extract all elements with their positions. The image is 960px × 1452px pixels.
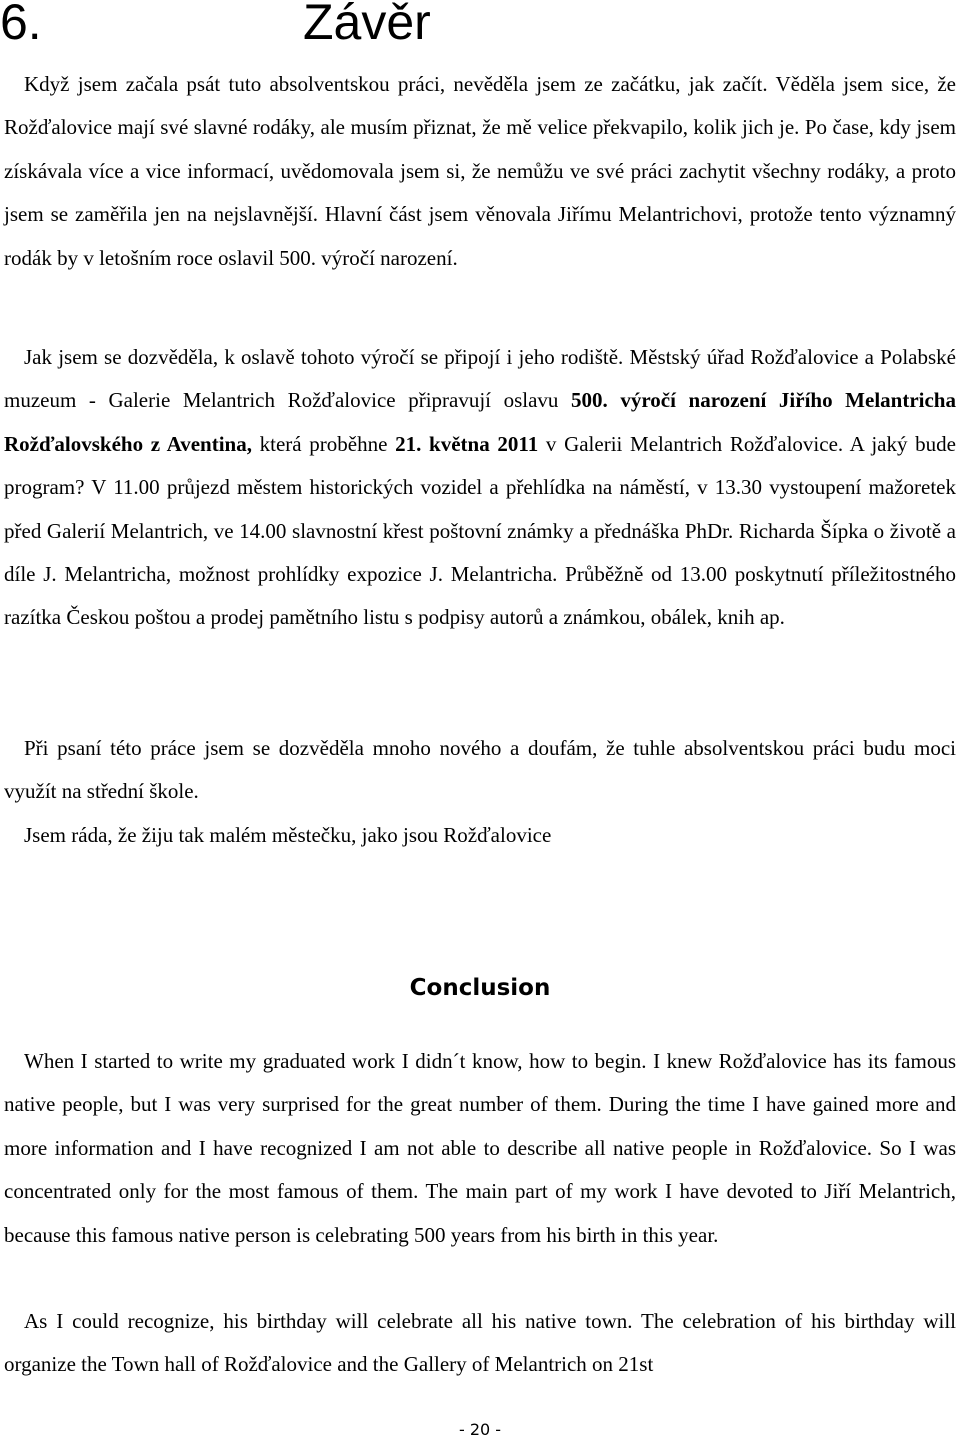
czech-paragraph-2-text: která proběhne xyxy=(251,431,396,456)
english-paragraph-1: When I started to write my graduated work I didn´t know, how to begin. I knew Rožďalovice has its famous native people, but I was very surprised for the great number of them. During the time I have gained more and more information and I have recognized I am not able to describe all native people in Rožďalovice. So I was concentrated only for the most famous of them. The main part of my work I have devoted to Jiří Melantrich, because this famous native person is celebrating 500 years from his birth in this year. xyxy=(4,1049,956,1247)
english-paragraph-2: As I could recognize, his birthday will celebrate all his native town. The celebration of his birthday will organize the Town hall of Rožďalovice and the Gallery of Melantrich on 21st xyxy=(4,1309,956,1377)
page-number: - 20 - xyxy=(458,1420,502,1439)
czech-paragraph-1: Když jsem začala psát tuto absolventskou práci, nevěděla jsem ze začátku, jak začít. Věděla jsem sice, že Rožďalovice mají své slavné rodáky, ale musím přiznat, že mě velice překvapilo, kolik jich je. Po čase, kdy jsem získávala více a vice informací, uvědomovala jsem si, že nemůžu ve své práci zachytit všechny rodáky, a proto jsem se zaměřila jen na nejslavnější. Hlavní část jsem věnovala Jiřímu Melantrichovi, protože tento významný rodák by v letošním roce oslavil 500. výročí narození. xyxy=(4,72,956,270)
czech-paragraph-2 xyxy=(4,336,956,640)
czech-paragraph-3: Při psaní této práce jsem se dozvěděla mnoho nového a doufám, že tuhle absolventskou práci budu moci využít na střední škole. xyxy=(4,736,956,804)
czech-paragraph-2-text: Jak jsem se dozvěděla, k oslavě tohoto výročí se připojí i jeho rodiště. Městský úřad Rožďalovice a Polabské muzeum - Galerie Melantrich Rožďalovice připravují oslavu xyxy=(4,345,956,413)
chapter-number: 6. xyxy=(0,0,42,50)
czech-paragraph-2-text: v Galerii Melantrich Rožďalovice. A jaký bude program? V 11.00 průjezd městem historických vozidel a přehlídka na náměstí, v 13.30 vystoupení mažoretek před Galerií Melantrich, ve 14.00 slavnostní křest poštovní známky a přednáška PhDr. Richarda Šípka o životě a díle J. Melantricha, možnost prohlídky expozice J. Melantricha. Průběžně od 13.00 poskytnutí příležitostného razítka Českou poštou a prodej pamětního listu s podpisy autorů a známkou, obálek, knih ap. xyxy=(4,431,956,630)
conclusion-heading: Conclusion xyxy=(409,975,551,1001)
event-date-bold: 21. května 2011 xyxy=(395,431,539,456)
chapter-title: Závěr xyxy=(303,0,431,50)
chapter-heading xyxy=(0,0,431,50)
czech-paragraph-4: Jsem ráda, že žiju tak malém městečku, jako jsou Rožďalovice xyxy=(24,823,552,847)
event-name-bold: 500. výročí narození Jiřího Melantricha Rožďalovského z Aventina, xyxy=(4,388,956,456)
